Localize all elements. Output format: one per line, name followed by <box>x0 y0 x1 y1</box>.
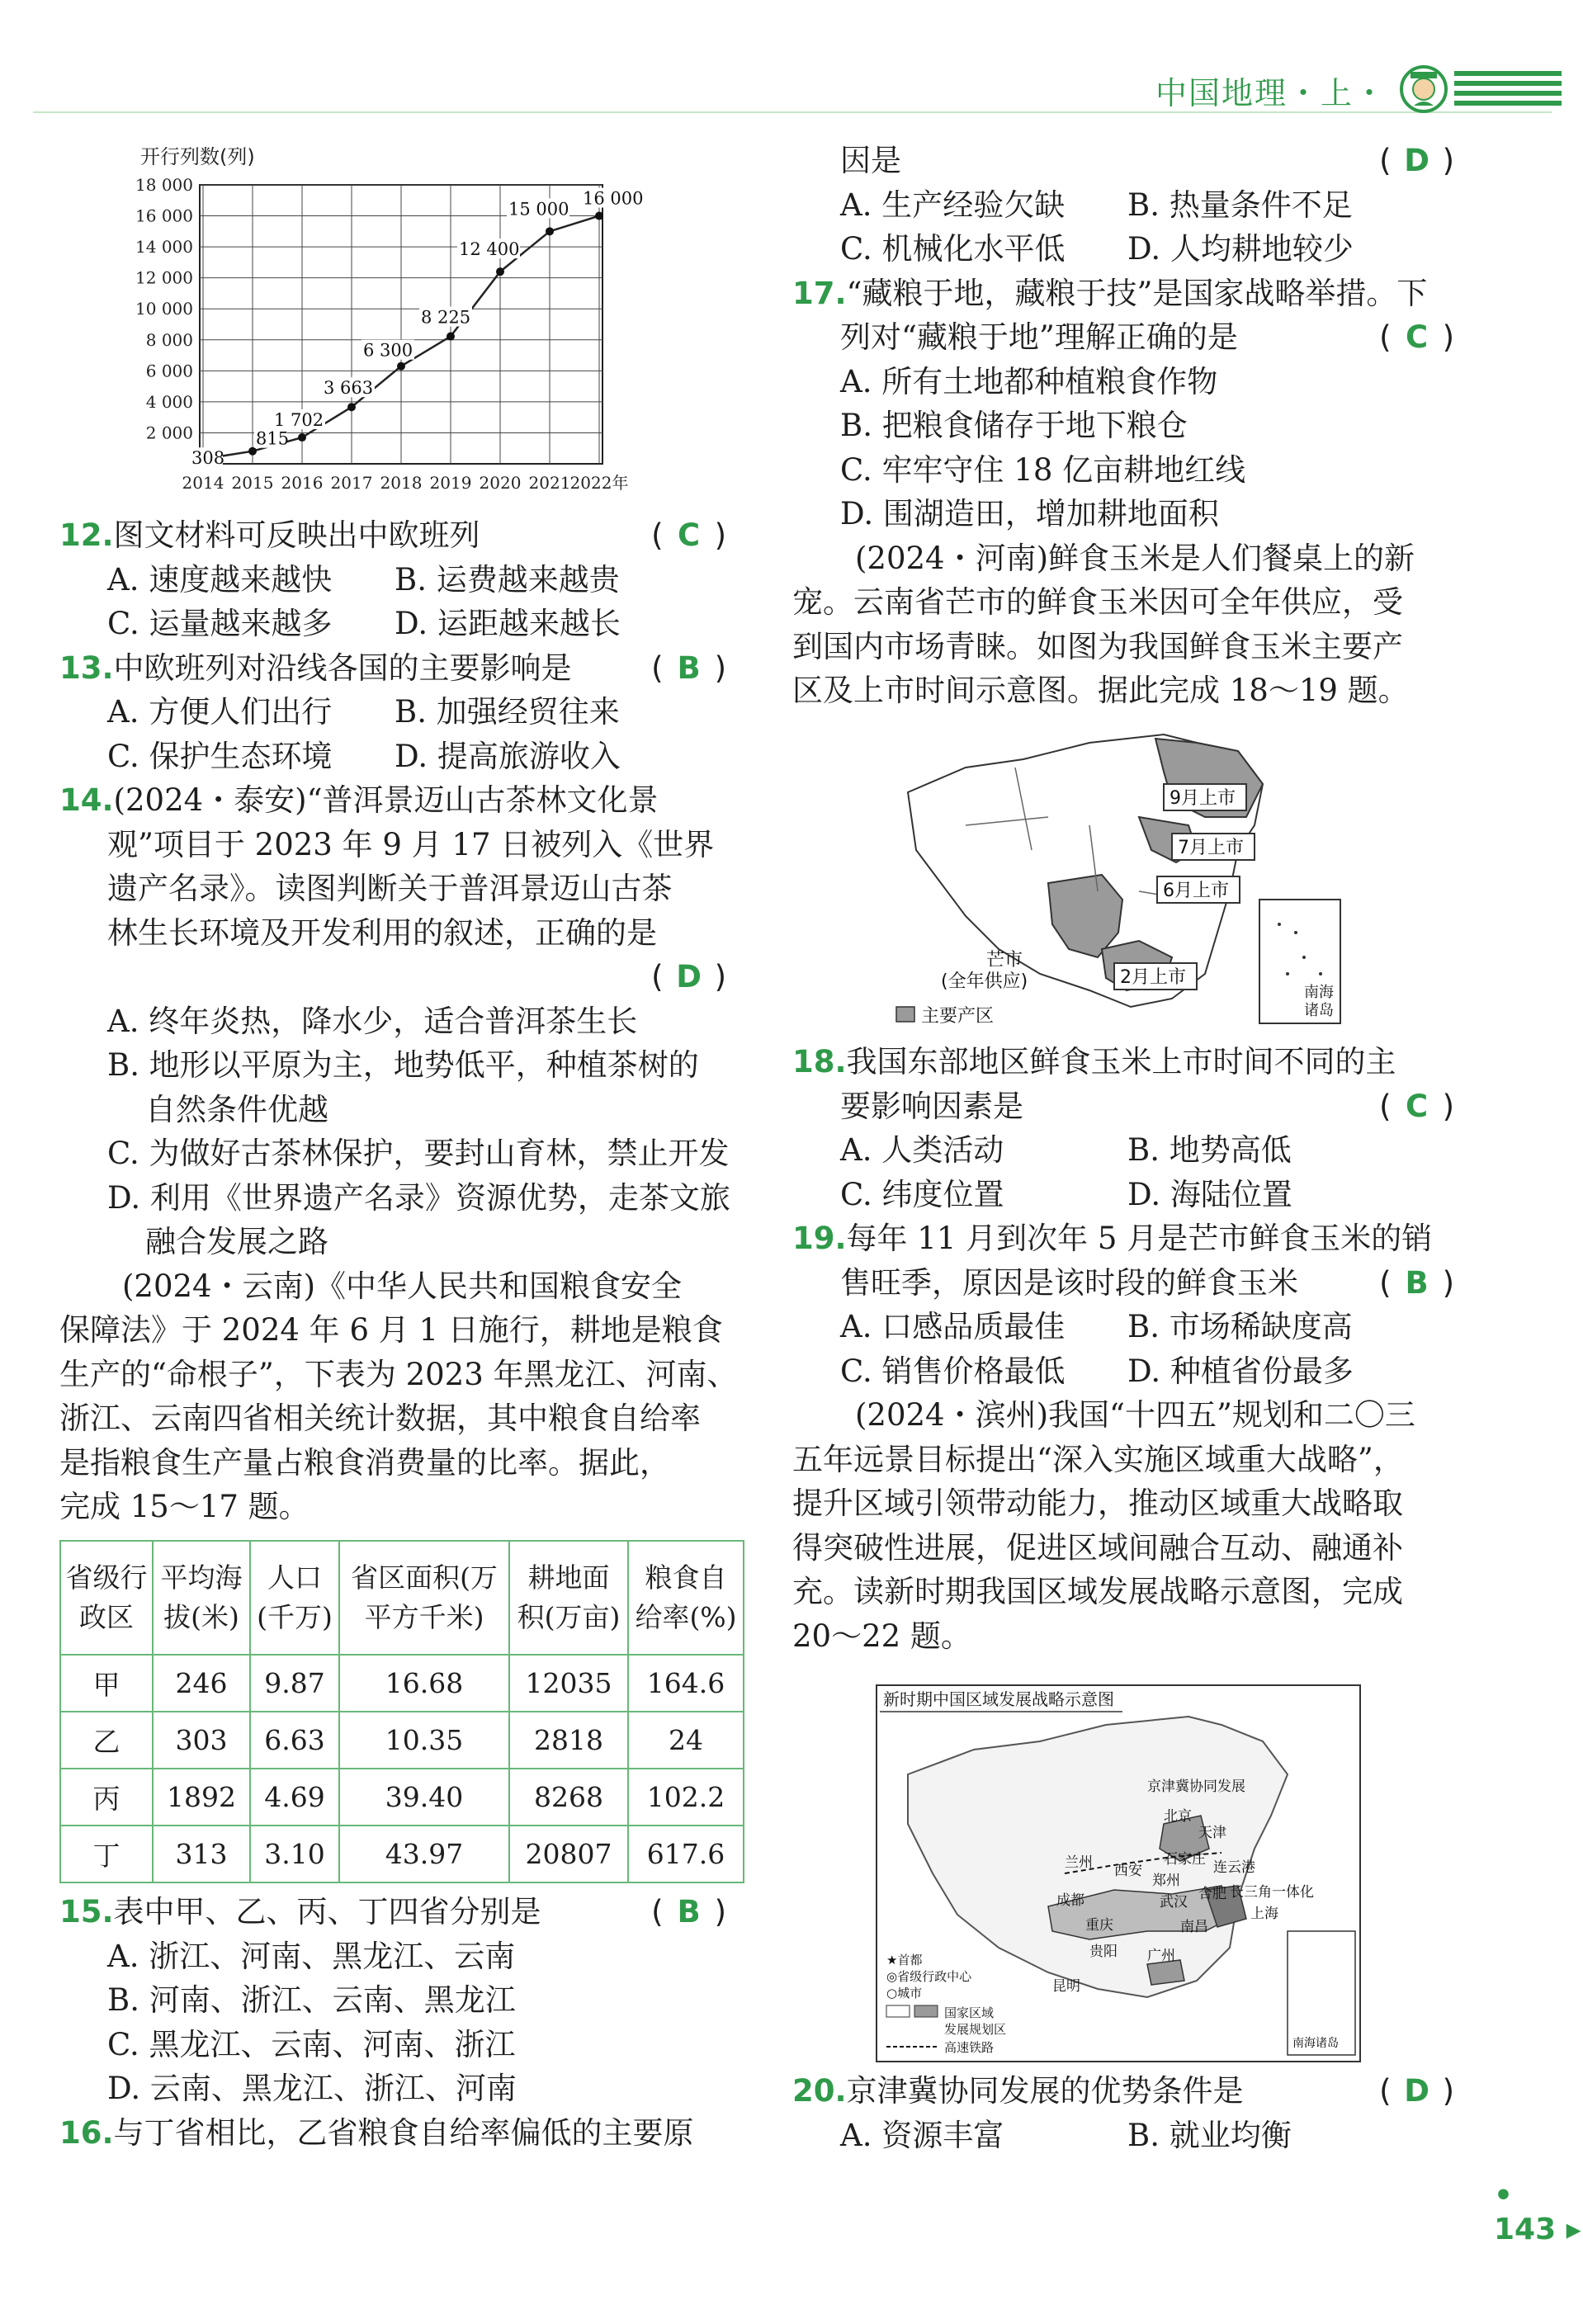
rail-chart <box>124 142 652 513</box>
q14-stem-line: 遗产名录》。读图判断关于普洱景迈山古茶 <box>107 871 673 906</box>
legend-hsr: 高速铁路 <box>944 2040 995 2055</box>
chart-grid <box>200 185 602 464</box>
intro15-line: 浙江、云南四省相关统计数据，其中粮食自给率 <box>59 1401 701 1436</box>
q14-option-d-cont: 融合发展之路 <box>145 1224 328 1259</box>
q19-options-cd: C. 销售价格最低 D. 种植省份最多 <box>840 1353 1354 1389</box>
label-lanzhou: 兰州 <box>1065 1854 1093 1871</box>
chart-ytick-label: 14 000 <box>135 237 193 257</box>
table-row: 丙 1892 4.69 39.40 8268 102.2 <box>60 1769 744 1826</box>
label-csj: 长三角一体化 <box>1230 1884 1314 1901</box>
chart-xtick-label: 2019 <box>429 473 472 493</box>
label-zhudao: 诸岛 <box>1304 1002 1334 1019</box>
chart-ytick-label: 2 000 <box>145 423 193 443</box>
region-strategy-map <box>875 1684 1362 2063</box>
label-kunming: 昆明 <box>1052 1978 1080 1995</box>
q18-stem-cont: 要影响因素是 ( C ) <box>792 1084 1454 1129</box>
chart-ytick-label: 8 000 <box>145 329 193 350</box>
intro15-line: 完成 15～17 题。 <box>59 1489 310 1524</box>
q14-option-d: D. 利用《世界遗产名录》资源优势，走茶文旅 <box>107 1179 730 1216</box>
table-header: 人口 (千万) <box>250 1541 339 1655</box>
label-beijing: 北京 <box>1164 1808 1192 1825</box>
chart-ytick-label: 6 000 <box>145 361 193 381</box>
chart-xtick-label: 2018 <box>380 473 423 493</box>
chart-data-label: 3 663 <box>324 378 374 399</box>
intro15-line: (2024・云南)《中华人民共和国粮食安全 <box>122 1268 683 1304</box>
q14-answer-line: ( D ) <box>59 955 726 999</box>
q17-stem-cont: 列对“藏粮于地”理解正确的是 ( C ) <box>792 315 1454 360</box>
chart-data-label: 308 <box>191 448 225 469</box>
intro20-line: 充。读新时期我国区域发展战略示意图，完成 <box>792 1574 1403 1609</box>
q15-stem: 15.表中甲、乙、丙、丁四省分别是 ( B ) <box>59 1890 726 1934</box>
label-jjj: 京津冀协同发展 <box>1147 1778 1245 1795</box>
q19-options-ab: A. 口感品质最佳 B. 市场稀缺度高 <box>840 1309 1353 1344</box>
legend-provincial: ◎省级行政中心 <box>886 1969 972 1984</box>
q12-answer: C <box>677 517 701 553</box>
q17-option-d: D. 围湖造田，增加耕地面积 <box>840 496 1219 531</box>
label-chongqing: 重庆 <box>1085 1917 1113 1934</box>
q12-stem: 12.图文材料可反映出中欧班列 ( C ) <box>59 513 726 558</box>
chart-data-label: 16 000 <box>583 188 644 209</box>
chart-xtick-label: 2015 <box>231 473 274 493</box>
q20-options-ab: A. 资源丰富 B. 就业均衡 <box>840 2117 1292 2153</box>
chart-ytick-label: 16 000 <box>135 205 193 226</box>
table-header: 省级行 政区 <box>60 1541 153 1655</box>
q17-option-a: A. 所有土地都种植粮食作物 <box>840 363 1218 399</box>
header-stripes-icon <box>1454 69 1562 107</box>
q17-answer: C <box>1405 319 1429 355</box>
q18-answer: C <box>1405 1088 1429 1124</box>
province-data-table <box>59 1540 744 1883</box>
corn-map <box>891 726 1362 1040</box>
q13-answer: B <box>677 649 701 686</box>
label-nanhai-2: 南海诸岛 <box>1292 2037 1339 2050</box>
chart-ytick-label: 4 000 <box>145 391 193 412</box>
intro15-line: 是指粮食生产量占粮食消费量的比率。据此， <box>59 1444 670 1481</box>
q20-answer: D <box>1404 2073 1429 2109</box>
chart-xtick-label: 2021 <box>528 473 571 493</box>
legend-city: ○城市 <box>886 1986 923 2000</box>
legend-capital: ★首都 <box>886 1953 923 1967</box>
chart-point <box>447 333 455 341</box>
q13-options-ab: A. 方便人们出行 B. 加强经贸往来 <box>107 694 620 730</box>
q15-option-a: A. 浙江、河南、黑龙江、云南 <box>107 1938 516 1974</box>
q14-option-a: A. 终年炎热，降水少，适合普洱茶生长 <box>107 1003 638 1039</box>
q19-stem-cont: 售旺季，原因是该时段的鲜食玉米 ( B ) <box>792 1261 1454 1306</box>
label-tianjin: 天津 <box>1198 1825 1226 1841</box>
intro18-line: 到国内市场青睐。如图为我国鲜食玉米主要产 <box>792 628 1403 664</box>
chart-point <box>496 267 504 276</box>
page-number: • 143 ▸ <box>1494 2179 1581 2246</box>
q14-option-b-cont: 自然条件优越 <box>145 1091 328 1127</box>
label-lianyungang: 连云港 <box>1213 1859 1255 1876</box>
intro20-line: 20～22 题。 <box>792 1618 971 1654</box>
label-shijiazhuang: 石家庄 <box>1164 1851 1206 1868</box>
label-wuhan: 武汉 <box>1160 1894 1188 1911</box>
q18-options-ab: A. 人类活动 B. 地势高低 <box>840 1132 1292 1168</box>
table-header: 平均海 拔(米) <box>153 1541 250 1655</box>
q16-options-cd: C. 机械化水平低 D. 人均耕地较少 <box>840 231 1354 267</box>
table-header: 耕地面 积(万亩) <box>509 1541 628 1655</box>
intro18-line: 宠。云南省芒市的鲜食玉米因可全年供应，受 <box>792 584 1403 620</box>
table-header: 粮食自 给率(%) <box>628 1541 744 1655</box>
chart-ylabel: 开行列数(列) <box>140 145 255 168</box>
chart-data-label: 15 000 <box>508 199 569 220</box>
label-sep: 9月上市 <box>1170 788 1236 809</box>
intro20-line: (2024・滨州)我国“十四五”规划和二〇三 <box>855 1397 1415 1433</box>
label-guiyang: 贵阳 <box>1089 1944 1118 1960</box>
q13-options-cd: C. 保护生态环境 D. 提高旅游收入 <box>107 738 621 774</box>
intro15-line: 保障法》于 2024 年 6 月 1 日施行，耕地是粮食 <box>59 1312 723 1348</box>
left-column <box>59 513 738 1529</box>
q13-stem: 13.中欧班列对沿线各国的主要影响是 ( B ) <box>59 646 726 691</box>
q19-answer: B <box>1405 1264 1429 1301</box>
table-row: 乙 303 6.63 10.35 2818 24 <box>60 1712 744 1769</box>
q15-answer: B <box>677 1894 701 1930</box>
label-xian: 西安 <box>1114 1863 1142 1879</box>
label-guangzhou: 广州 <box>1147 1948 1175 1964</box>
table-header: 省区面积(万 平方千米) <box>339 1541 509 1655</box>
chart-ytick-label: 12 000 <box>135 267 193 288</box>
book-title: 中国地理・上・ <box>1155 75 1387 111</box>
chart-tick-labels <box>135 175 628 493</box>
label-allyear: (全年供应) <box>941 971 1028 992</box>
q14-answer: D <box>676 959 702 994</box>
label-shanghai: 上海 <box>1250 1906 1278 1922</box>
q17-stem: 17.“藏粮于地，藏粮于技”是国家战略举措。下 <box>792 275 1428 311</box>
chart-xtick-label: 2022年 <box>569 473 629 493</box>
q12-options-ab: A. 速度越来越快 B. 运费越来越贵 <box>107 561 620 598</box>
left-column-lower <box>59 1890 726 2155</box>
label-chengdu: 成都 <box>1056 1892 1084 1909</box>
q14-stem-line: 林生长环境及开发利用的叙述，正确的是 <box>107 914 657 951</box>
table-row: 丁 313 3.10 43.97 20807 617.6 <box>60 1826 744 1882</box>
q16-stem: 16.与丁省相比，乙省粮食自给率偏低的主要原 <box>59 2114 694 2151</box>
chart-point <box>397 362 405 371</box>
label-feb: 2月上市 <box>1120 967 1186 988</box>
q15-option-b: B. 河南、浙江、云南、黑龙江 <box>107 1982 516 2018</box>
q18-options-cd: C. 纬度位置 D. 海陆位置 <box>840 1176 1292 1212</box>
intro18-line: (2024・河南)鲜食玉米是人们餐桌上的新 <box>855 540 1415 576</box>
chart-ytick-label: 10 000 <box>135 299 193 319</box>
chart-points <box>190 188 644 469</box>
chart-data-label: 8 225 <box>421 307 471 328</box>
intro15-line: 生产的“命根子”，下表为 2023 年黑龙江、河南、 <box>59 1356 738 1392</box>
right-column <box>792 139 1454 713</box>
chart-ytick-label: 18 000 <box>135 175 193 195</box>
q14-stem: 14.(2024・泰安)“普洱景迈山古茶林文化景 <box>59 782 659 818</box>
chart-point <box>595 212 603 220</box>
chart-data-label: 1 702 <box>274 410 324 431</box>
chart-data-label: 12 400 <box>459 239 520 260</box>
label-jul: 7月上市 <box>1178 838 1244 858</box>
student-avatar-icon <box>1395 61 1453 114</box>
label-nanchang: 南昌 <box>1180 1919 1208 1935</box>
chart-xtick-label: 2017 <box>330 473 373 493</box>
legend-zone-2: 发展规划区 <box>944 2022 1007 2037</box>
q20-block <box>792 2069 1454 2157</box>
q16-stem-cont: 因是 ( D ) <box>792 139 1454 183</box>
label-jun: 6月上市 <box>1163 881 1229 901</box>
q14-stem-line: 观”项目于 2023 年 9 月 17 日被列入《世界 <box>107 826 715 862</box>
legend-main-area: 主要产区 <box>921 1006 995 1027</box>
table-row: 甲 246 9.87 16.68 12035 164.6 <box>60 1655 744 1712</box>
intro18-line: 区及上市时间示意图。据此完成 18～19 题。 <box>792 673 1409 708</box>
chart-data-label: 815 <box>256 428 290 449</box>
label-hefei: 合肥 <box>1198 1886 1226 1902</box>
q12-options-cd: C. 运量越来越多 D. 运距越来越长 <box>107 606 621 641</box>
chart-data-label: 6 300 <box>363 340 413 361</box>
chart-point <box>347 403 356 411</box>
intro20-line: 得突破性进展，促进区域间融合互动、融通补 <box>792 1529 1403 1566</box>
q14-option-c: C. 为做好古茶林保护，要封山育林，禁止开发 <box>107 1136 730 1171</box>
label-nanhai: 南海 <box>1304 984 1334 1001</box>
intro20-line: 提升区域引领带动能力，推动区域重大战略取 <box>792 1486 1403 1521</box>
q20-stem: 20.京津冀协同发展的优势条件是 ( D ) <box>792 2069 1454 2114</box>
chart-point <box>298 433 306 442</box>
right-column-lower <box>792 1040 1454 1658</box>
chart-xtick-label: 2020 <box>479 473 522 493</box>
q16-answer: D <box>1404 143 1429 178</box>
q15-option-d: D. 云南、黑龙江、浙江、河南 <box>107 2071 517 2106</box>
q15-option-c: C. 黑龙江、云南、河南、浙江 <box>107 2026 516 2062</box>
chart-xtick-label: 2016 <box>281 473 324 493</box>
table-header-row <box>60 1541 744 1655</box>
intro20-line: 五年远景目标提出“深入实施区域重大战略”， <box>792 1441 1404 1477</box>
q19-stem: 19.每年 11 月到次年 5 月是芒市鲜食玉米的销 <box>792 1221 1433 1256</box>
legend-zone-1: 国家区域 <box>944 2005 995 2020</box>
label-zhengzhou: 郑州 <box>1152 1873 1180 1889</box>
map2-title: 新时期中国区域发展战略示意图 <box>883 1689 1114 1709</box>
q14-option-b: B. 地形以平原为主，地势低平，种植茶树的 <box>107 1047 699 1083</box>
chart-point <box>546 227 554 235</box>
chart-xtick-label: 2014 <box>182 473 224 493</box>
q17-option-c: C. 牢牢守住 18 亿亩耕地红线 <box>840 451 1246 488</box>
q16-options-ab: A. 生产经验欠缺 B. 热量条件不足 <box>840 187 1353 223</box>
q17-option-b: B. 把粮食储存于地下粮仓 <box>840 408 1188 443</box>
q18-stem: 18.我国东部地区鲜食玉米上市时间不同的主 <box>792 1044 1396 1079</box>
label-mangshi: 芒市 <box>986 950 1023 971</box>
